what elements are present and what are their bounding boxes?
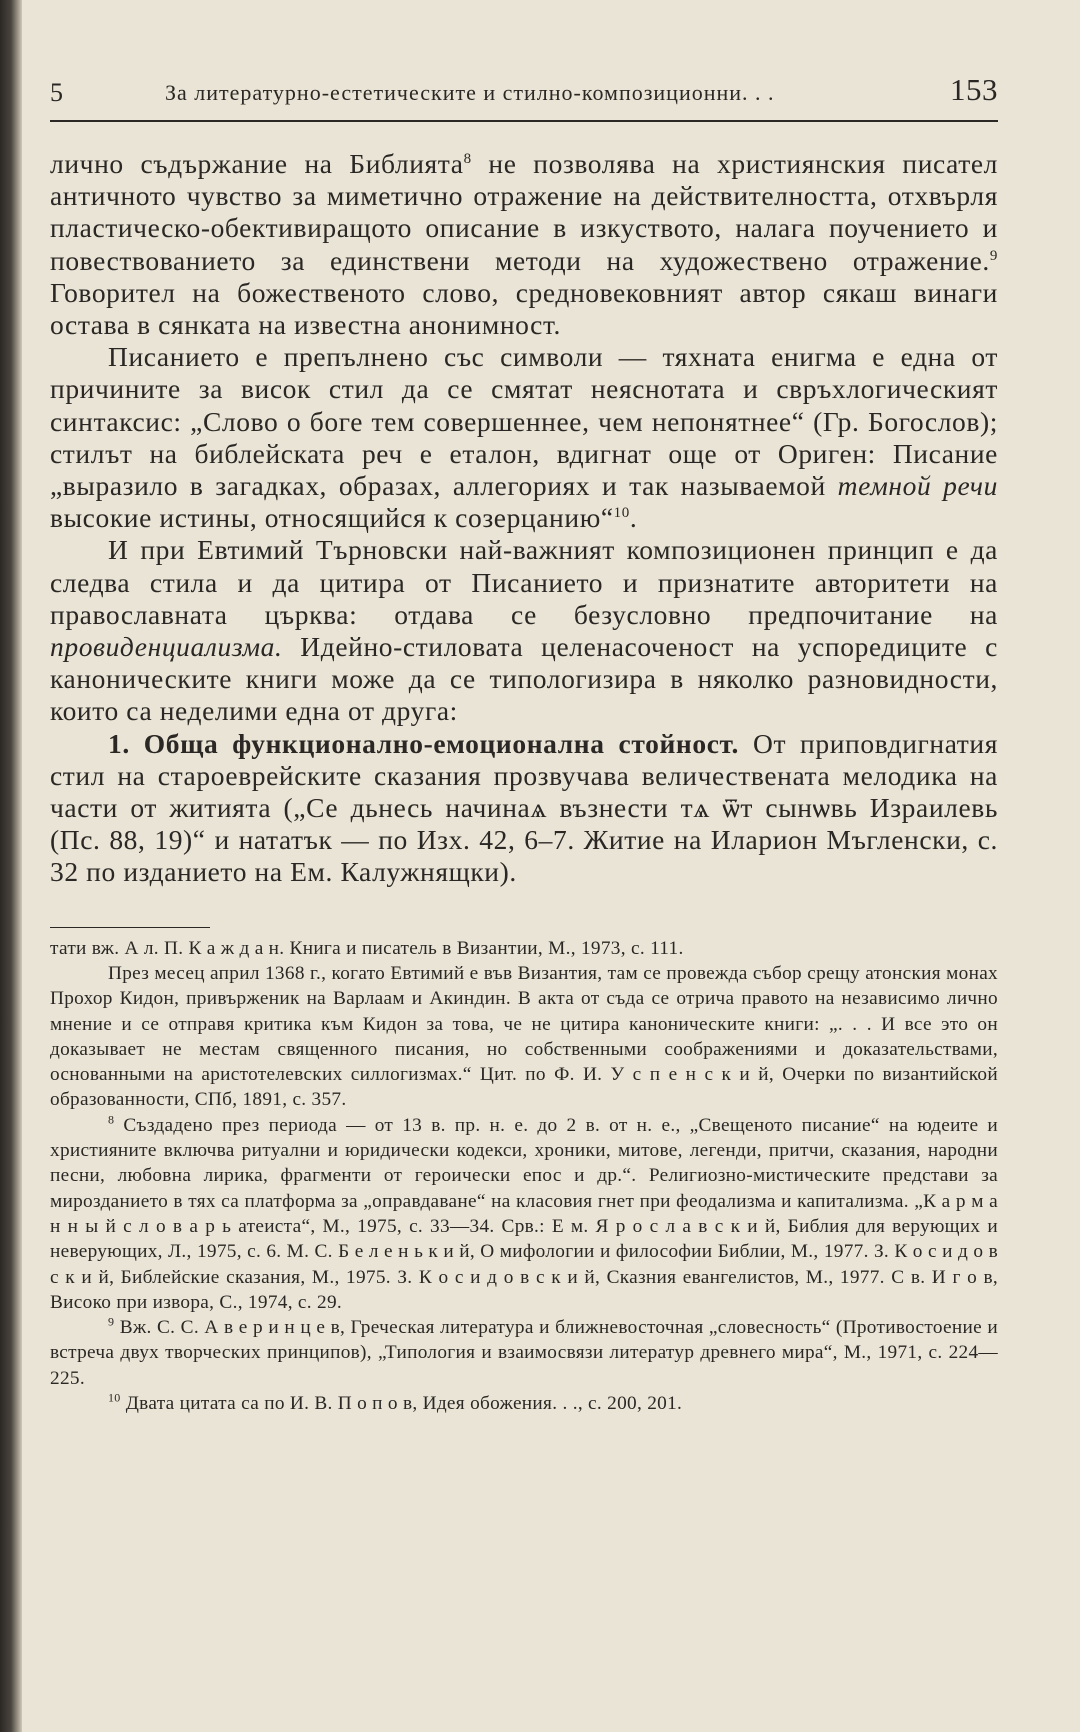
footnotes: [50, 936, 998, 1417]
footnote-8b: $^8$ Създадено през периода — от 13 в. пр. н. е. до 2 в. от н. е., „Свещеното писание“ на юдеите и християните включва ритуални и юридически кодекси, хроники, митове, легенди, притчи, сказания, народни песни, любовна лирика, фрагменти от героически епос и др.“. Религиозно-мистическите представи за мирозданието в тях са платформа за „оправдаване“ на класовия гнет при феодализма и капитализма. „К а р м а н н ы й с л о в а р ь атеиста“, М., 1975, с. 33—34. Срв.: Е м. Я р о с л а в с к и й, Библия для верующих и неверующих, Л., 1975, с. 6. М. С. Б е л е н ь к и й, О мифологии и философии Библии, М., 1977. З. К о с и д о в с к и й, Библейские сказания, М., 1975. З. К о с и д о в с к и й, Сказния евангелистов, М., 1977. С в. И г о в, Високо при извора, С., 1974, с. 29.: [50, 1112, 998, 1313]
footnote-ref-9: 9: [989, 247, 998, 264]
footnote-ref-8: 8: [463, 150, 472, 167]
footnote-8: През месец април 1368 г., когато Евтимий е във Византия, там се провежда събор срещу атонския монах Прохор Кидон, привърженик на Варлаам и Акиндин. В акта от съда се отрича правото на независимо лично мнение и се отправя критика към Кидон за това, че не цитира каноническите книги: „. . . И все это он доказывает не местам священного писания, но собственными соображениями и доказательствами, основанными на аристотелевских силлогизмах.“ Цит. по Ф. И. У с п е н с к и й, Очерки по византийской образованности, СПб, 1891, с. 357.: [50, 962, 998, 1111]
footnote-9: $^9$ Вж. С. С. А в е р и н ц е в, Греческая литература и ближневосточная „словесность“ (Противостоение и встреча двух творческих принципов), „Типология и взаимосвязи литератур древнего мира“, М., 1971, с. 224—225.: [50, 1314, 998, 1389]
book-spine-shadow: [0, 0, 22, 1732]
section-heading: 1. Обща функционално-емоционална стойност.: [108, 727, 740, 759]
paragraph-1: лично съдържание на Библията$^8$ не позволява на християнския писател античното чувство за миметично отражение на действителността, отхвърля пластическо-обективиращото описание в изкуството, налага поучението и повествованието за единствени методи на художествено отражение.$^9$ Говорител на божественото слово, средновековният автор сякаш винаги остава в сянката на известна анонимност.: [50, 148, 999, 341]
italic-phrase: темной речи: [837, 470, 998, 502]
footnote-ref-10: 10: [613, 505, 630, 522]
header-rule: [50, 120, 998, 122]
footnote-continuation: тати вж. А л. П. К а ж д а н. Книга и писатель в Византии, М., 1973, с. 111.: [50, 937, 684, 959]
footnote-separator: [50, 927, 210, 928]
paragraph-3: И при Евтимий Търновски най-важният композиционен принцип е да следва стила и да цитира от Писанието и признатите авторитети на православната църква: отдава се безусловно предпочитание на провиденциализма. Идейно-стиловата целенасоченост на успоредиците с каноническите книги може да се типологизира в няколко разновидности, които са неделими една от друга:: [50, 534, 998, 727]
italic-term: провиденциализма.: [50, 631, 283, 663]
page-number: 153: [950, 72, 998, 107]
book-page: [50, 72, 998, 1416]
footnote-10: $^{10}$ Двата цитата са по И. В. П о п о в, Идея обожения. . ., с. 200, 201.: [108, 1390, 683, 1415]
running-title: За литературно-естетическите и стилно-композиционни. . .: [165, 80, 775, 105]
paragraph-2: Писанието е препълнено със символи — тяхната енигма е една от причините за висок стил да се смятат неяснотата и свръхлогическият синтаксис: „Слово о боге тем совершеннее, чем непонятнее“ (Гр. Богослов); стилът на библейската реч е еталон, вдигнат още от Ориген: Писание „выразило в загадках, образах, аллегориях и так называемой темной речи высокие истины, относящийся к созерцанию“$^{10}$.: [50, 341, 998, 534]
running-header: [50, 72, 998, 112]
paragraph-4: 1. Обща функционално-емоционална стойност. От приповдигнатия стил на староеврейските сказания прозвучава величествената мелодика на части от житията („Се дьнесь начинаѧ възнести тѧ ѿт сынѡвь Израилевь (Пс. 88, 19)“ и нататък — по Изх. 42, 6–7. Житие на Иларион Мъгленски, с. 32 по изданието на Ем. Калужнящки).: [50, 727, 998, 888]
chapter-number: 5: [50, 78, 64, 107]
main-text: [50, 148, 998, 889]
